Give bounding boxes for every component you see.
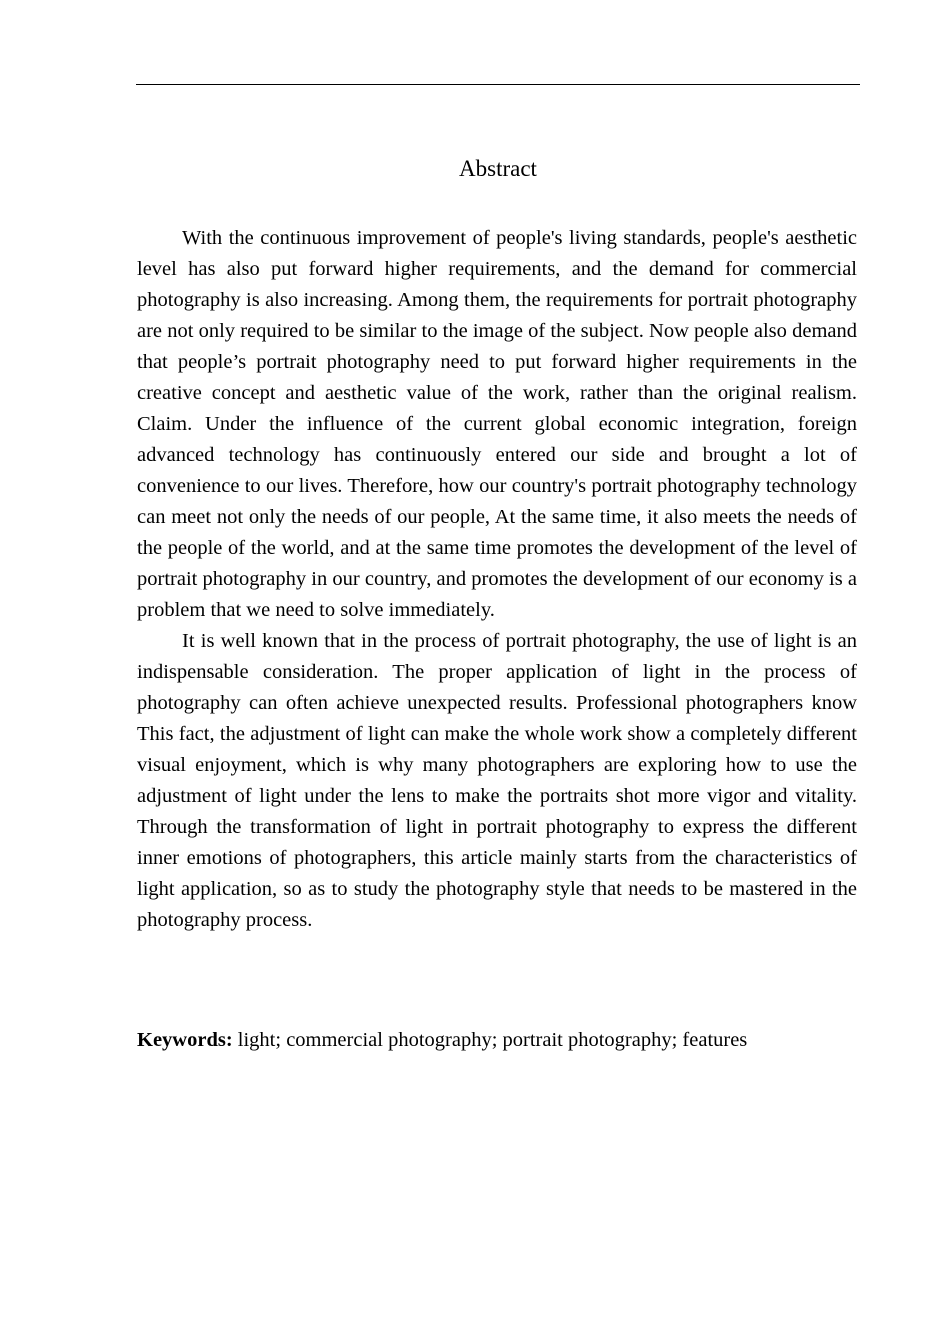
header-rule — [136, 84, 860, 85]
keywords-label: Keywords: — [137, 1029, 233, 1051]
abstract-paragraph-2: It is well known that in the process of portrait photography, the use of light is an indispensable consideration. The proper application of light in the process of photography can often achieve unexpected results. Professional photographers know This fact, the adjustment of light can make the whole work show a completely different visual enjoyment, which is why many photographers are exploring how to use the adjustment of light under the lens to make the portraits shot more vigor and vitality. Through the transformation of light in portrait photography to express the different inner emotions of photographers, this article mainly starts from the characteristics of light application, so as to study the photography style that needs to be mastered in the photography process. — [137, 630, 857, 931]
keywords-value: light; commercial photography; portrait photography; features — [232, 1029, 748, 1051]
page-title: Abstract — [459, 156, 537, 181]
abstract-paragraph-1: With the continuous improvement of people's living standards, people's aesthetic level has also put forward higher requirements, and the demand for commercial photography is also increasing. Among them, the requirements for portrait photography are not only required to be similar to the image of the subject. Now people also demand that people’s portrait photography need to put forward higher requirements in the creative concept and aesthetic value of the work, rather than the original realism. Claim. Under the influence of the current global economic integration, foreign advanced technology has continuously entered our side and brought a lot of convenience to our lives. Therefore, how our country's portrait photography technology can meet not only the needs of our people, At the same time, it also meets the needs of the people of the world, and at the same time promotes the development of the level of portrait photography in our country, and promotes the development of our economy is a problem that we need to solve immediately. — [137, 227, 857, 621]
abstract-body — [137, 223, 857, 936]
keywords-line — [137, 1025, 857, 1056]
